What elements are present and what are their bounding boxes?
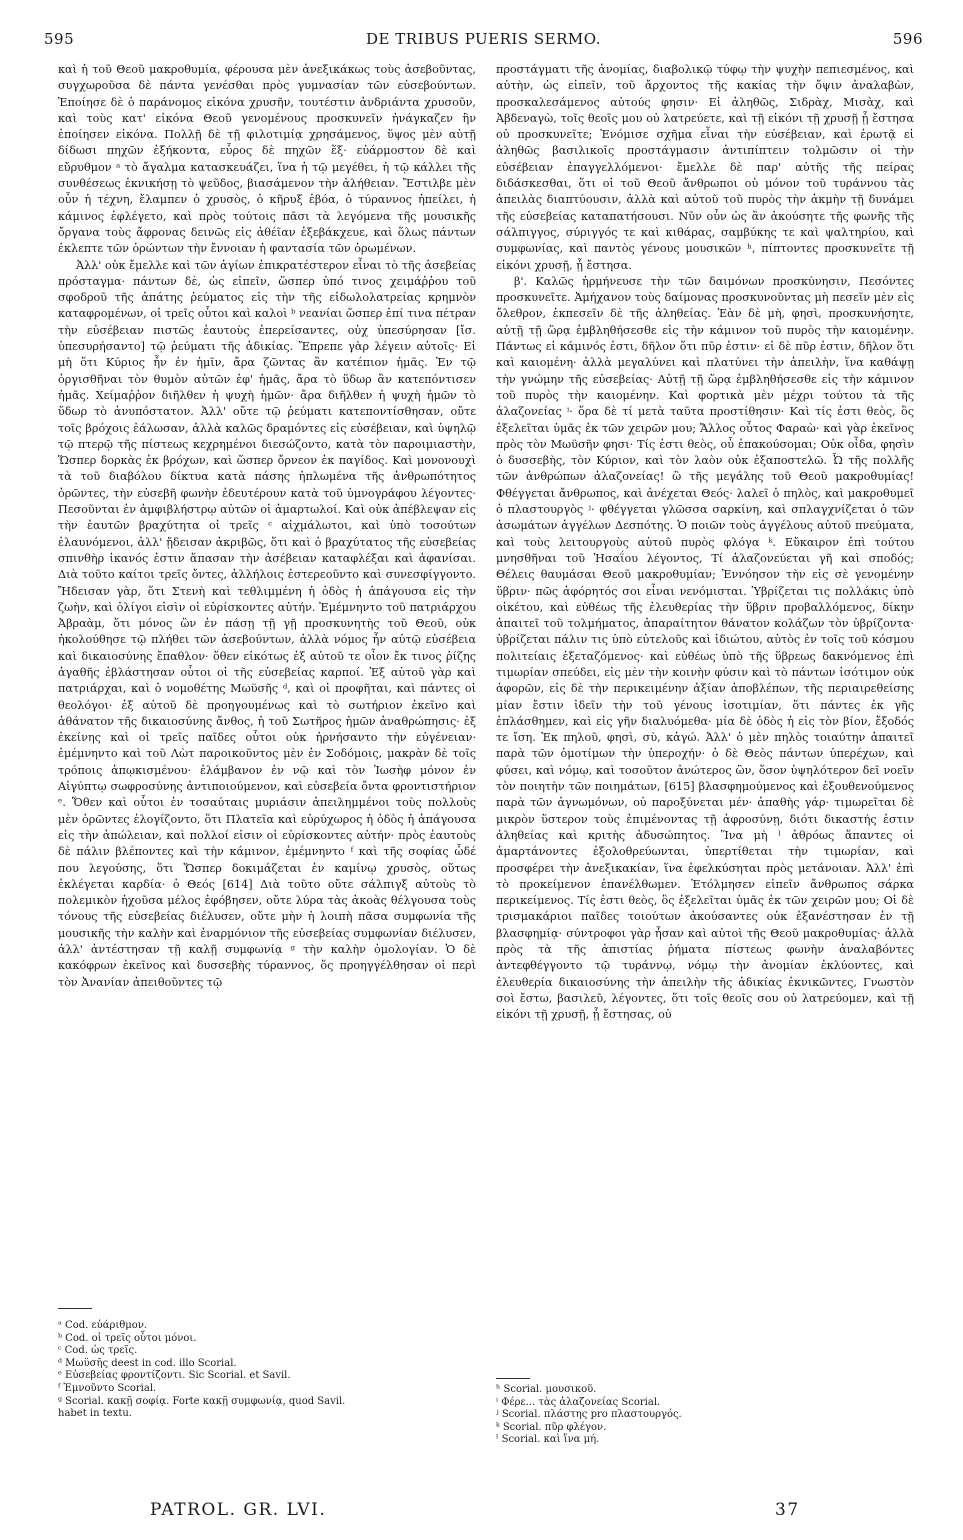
footnote: ˡ Scorial. καὶ ἵνα μή. xyxy=(496,1434,600,1446)
footnote: ᶜ Cod. ὡς τρεῖς. xyxy=(58,1345,138,1357)
right-paragraph: προστάγματι τῆς ἀνομίας, διαβολικῷ τύφῳ τὴν ψυχὴν πεπιεσμένος, καὶ αὐτὴν, ὡς εἰπεῖν, τοῦ ἄρχοντος τῆς κακίας τὴν ὄψιν ἀναλαβὼν, προσκαλεσάμενος αὐτούς φησιν· Εἰ ἀληθῶς, Σιδρὰχ, Μισὰχ, καὶ Ἀβδεναγὼ, τοῖς θεοῖς μου οὐ λατρεύετε, καὶ τῇ εἰκόνι τῇ χρυσῇ ᾗ ἔστησα οὐ προσκυνεῖτε; Ἐνόμισε σχῆμα εἶναι τὴν εὐσέβειαν, καὶ ἐρωτᾷ εἰ ἀληθῶς βασιλικοῖς προστάγμασιν ἀντιπίπτειν τολμῶσιν οἱ τὴν εὐσέβειαν ἐπαγγελλόμενοι· ἔμελλε δὲ παρ' αὐτῆς τῆς πείρας διδάσκεσθαι, ὅτι οἱ τοῦ Θεοῦ ἄνθρωποι οὐ μόνον τοῦ τυράννου τὰς ἀπειλὰς διαπτύουσιν, ἀλλὰ καὶ αὐτοῦ τοῦ πυρὸς τὴν ἀκμὴν τῇ δυνάμει τῆς εὐσεβείας καταπατήσουσι. Νῦν οὖν ὡς ἂν ἀκούσητε τῆς φωνῆς τῆς σάλπιγγος, σύριγγός τε καὶ κιθάρας, σαμβύκης τε καὶ ψαλτηρίου, καὶ συμφωνίας, καὶ παντὸς γένους μουσικῶν ʰ, πίπτοντες προσκυνεῖτε τῇ εἰκόνι χρυσῇ, ᾗ ἔστησα. xyxy=(496,63,914,272)
page-header xyxy=(44,30,923,56)
running-title: DE TRIBUS PUERIS SERMO. xyxy=(366,30,601,48)
footnote: ᵍ Scorial. κακῇ σοφίᾳ. Forte κακῇ συμφωνίᾳ, quod Savil. xyxy=(58,1395,346,1407)
footnote: ᵇ Cod. οἱ τρεῖς οὗτοι μόνοι. xyxy=(58,1332,197,1344)
footnote-divider-right xyxy=(496,1378,530,1379)
volume-signature: PATROL. GR. LVI. xyxy=(150,1500,327,1520)
footnote: ᶠ Ἐμνοῦντο Scorial. xyxy=(58,1382,157,1394)
footnote: ʲ Scorial. πλάστης pro πλαστουργός. xyxy=(496,1409,682,1421)
sheet-number: 37 xyxy=(775,1500,800,1520)
footnote: ᵃ Cod. εὐάριθμον. xyxy=(58,1320,148,1331)
footnote: habet in textu. xyxy=(58,1408,132,1420)
footnotes-right xyxy=(496,1384,896,1447)
page-number-right: 596 xyxy=(892,30,923,48)
left-paragraph: Ἀλλ' οὐκ ἔμελλε καὶ τῶν ἁγίων ἐπικρατέστερον εἶναι τὸ τῆς ἀσεβείας πρόσταγμα· πάντων δὲ, ὡς εἰπεῖν, ὥσπερ ὑπό τινος χειμάῤῥου τοῦ σφοδροῦ τῆς ἀπάτης ῥεύματος εἰς τὴν τῆς εἰδωλολατρείας κρημνὸν καταφρομένων, οἱ τρεῖς οὗτοι καὶ καλοὶ ᵇ νεανίαι ὥσπερ ἐπί τινα πέτραν τὴν εὐσέβειαν πιστῶς ἑαυτοὺς ἐπερείσαντες, οὐχ ὑπεσύρησαν [ἴσ. ὑπεσυρήσαντο] τῷ ῥεύματι τῆς ἀδικίας. Ἔπρεπε γὰρ λέγειν αὐτοῖς· Εἰ μὴ ὅτι Κύριος ἦν ἐν ἡμῖν, ἄρα ζῶντας ἂν κατέπιον ἡμᾶς. Ἐν τῷ ὀργισθῆναι τὸν θυμὸν αὐτῶν ἐφ' ἡμᾶς, ἄρα τὸ ὕδωρ ἂν κατεπόντισεν ἡμᾶς. Χείμαῤῥον διῆλθεν ἡ ψυχὴ ἡμῶν· ἄρα διῆλθεν ἡ ψυχὴ ἡμῶν τὸ ὕδωρ τὸ ἀνυπόστατον. Ἀλλ' οὔτε τῷ ῥεύματι κατεποντίσθησαν, οὔτε τοῖς βρόχοις ἑάλωσαν, ἀλλὰ καλῶς δραμόντες εἰς εὐσέβειαν, καὶ ὑψηλῷ τῷ πτερῷ τῆς πίστεως κεχρημένοι διεσώζοντο, κατὰ τὸν παροιμιαστὴν, Ὥσπερ δορκὰς ἐκ βρόχων, καὶ ὥσπερ ὄρνεον ἐκ παγίδος. Καὶ μονονουχὶ τὰ τοῦ διαβόλου δίκτυα κατὰ πάσης ἡπλωμένα τῆς ἀνθρωπότητος ὁρῶντες, τὴν εὐσεβῆ φωνὴν ἐδευτέρουν κατὰ τοῦ ὑμνογράφου λέγοντες· Πεσοῦνται ἐν ἀμφιβλήστρῳ αὐτῶν οἱ ἁμαρτωλοί. Καὶ οὐκ ἀπέβλεψαν εἰς τὴν ἑαυτῶν βραχύτητα οἱ τρεῖς ᶜ αἰχμάλωτοι, καὶ ὑπὸ τοσούτων ἐλαυνόμενοι, ἀλλ' ᾔδεισαν ἀκριβῶς, ὅτι καὶ ὁ βραχύτατος τῆς εὐσεβείας σπινθὴρ ἱκανός ἐστιν ἅπασαν τὴν ἀσέβειαν καταφλέξαι καὶ ἀφανίσαι. Διὰ τοῦτο καίτοι τρεῖς ὄντες, ἀλλήλοις ἐστερεοῦντο καὶ συνεσφίγγοντο. Ἤδεισαν γὰρ, ὅτι Στενὴ καὶ τεθλιμμένη ἡ ὁδὸς ἡ ἀπάγουσα εἰς τὴν ζωὴν, καὶ ὀλίγοι εἰσὶν οἱ εὑρίσκοντες αὐτήν. Ἐμέμνηντο τοῦ πατριάρχου Ἀβραὰμ, ὅτι μόνος ὢν ἐν πάσῃ τῇ γῇ προσκυνητὴς τοῦ Θεοῦ, οὐκ ἠκολούθησε τῷ πλήθει τῶν ἀσεβούντων, ἀλλὰ νόμος ἦν αὐτῷ εὐσέβεια καὶ δικαιοσύνης ἔπαθλον· ὅθεν εἰκότως ἐξ αὐτοῦ τε οἷον ἔκ τινος ῥίζης ἀγαθῆς ἐβλάστησαν οὗτοι οἱ τῆς εὐσεβείας καρποί. Ἐξ αὐτοῦ γὰρ καὶ πατριάρχαι, καὶ ὁ νομοθέτης Μωϋσῆς ᵈ, καὶ οἱ προφῆται, καὶ πάντες οἱ θεολόγοι· ἐξ αὐτοῦ δὲ προηγουμένως καὶ τὸ σωτήριον ἐκεῖνο καὶ ἀθάνατον τῆς δικαιοσύνης ἄνθος, ἡ τοῦ Σωτῆρος ἡμῶν ἀναθρώπησις· ἐξ ἐκείνης καὶ οἱ τρεῖς παῖδες οὗτοι οὐκ ἠρνήσαντο τὴν εὐγένειαν· ἐμέμνηντο καὶ τοῦ Λὼτ παροικοῦντος μὲν ἐν Σοδόμοις, μακρὰν δὲ τοῖς τρόποις ἀπῳκισμένου· ἐλάμβανον ἐν νῷ καὶ τὸν Ἰωσὴφ μόνον ἐν Αἰγύπτῳ σωφροσύνης ἀντιποιούμενον, καὶ εὐσεβεία ὄντα φροντιστήριον ᵉ. Ὅθεν καὶ οὗτοι ἐν τοσαύταις μυριάσιν ἀπειλημμένοι τοὺς πολλοὺς μὲν ὁρῶντες ἐλογίζοντο, ὅτι Πλατεῖα καὶ εὐρύχωρος ἡ ὁδὸς ἡ ἀπάγουσα εἰς τὴν ἀπώλειαν, καὶ πολλοί εἰσιν οἱ εὑρίσκοντες αὐτήν· πρὸς ἑαυτοὺς δὲ πάλιν βλέποντες καὶ τὴν κάμινον, ἐμέμνηντο ᶠ καὶ τῆς σοφίας ὧδέ που λεγούσης, ὅτι Ὥσπερ δοκιμάζεται ἐν καμίνῳ χρυσὸς, οὕτως ἐκλέγεται καρδία· ὁ Θεός [614] Διὰ τοῦτο οὔτε σάλπιγξ αὐτοὺς τὸ πολεμικὸν ἠχοῦσα μέλος ἐφόβησεν, οὔτε λύρα τὰς ἀκοὰς θέλγουσα τοὺς τόνους τῆς εὐσεβείας διέλυσεν, οὔτε μὴν ἡ λοιπὴ πᾶσα συμφωνία τῆς μουσικῆς τὴν καλὴν καὶ ἐναρμόνιον τῆς εὐσεβείας συμφωνίαν διέλυσεν, ἀλλ' ἀντέστησαν τῇ καλῇ συμφωνίᾳ ᵍ τὴν καλὴν ὁμολογίαν. Ὁ δὲ κακόφρων ἐκεῖνος καὶ δυσσεβὴς τύραννος, ὅς προηγγέλθησαν οἱ περὶ τὸν Ἀνανίαν ἀπειθοῦντες τῷ xyxy=(58,258,476,989)
footnotes-left xyxy=(58,1320,438,1421)
footnote: ᵈ Μωϋσῆς deest in cod. illo Scorial. xyxy=(58,1357,237,1369)
page-number-left: 595 xyxy=(44,30,75,48)
footnote: ⁱ Φέρε... τὰς ἀλαζονείας Scorial. xyxy=(496,1396,661,1408)
left-paragraph: καὶ ἡ τοῦ Θεοῦ μακροθυμία, φέρουσα μὲν ἀνεξικάκως τοὺς ἀσεβοῦντας, συγχωροῦσα δὲ πάντα γενέσθαι πρὸς γυμνασίαν τῶν εὐσεβούντων. Ἐποίησε δὲ ὁ παράνομος εἰκόνα χρυσῆν, τουτέστιν ἀνδριάντα χρυσοῦν, καὶ τοὺς κατ' εἰκόνα Θεοῦ γενομένους προσκυνεῖν ἠνάγκαζεν ἣν ἐποίησεν εἰκόνα. Πολλῇ δὲ τῇ φιλοτιμίᾳ χρησάμενος, ὕψος μὲν αὐτῇ δίδωσι πηχῶν ἑξήκοντα, εὖρος δὲ πηχῶν ἕξ· εὐάρμοστον δὲ καὶ εὔρυθμον ᵃ τὸ ἄγαλμα κατασκευάζει, ἵνα ἡ τῷ μεγέθει, ἡ τῷ κάλλει τῆς συνθέσεως ἐκνικήσῃ τὸ ψεῦδος, βιασάμενον τὴν ἀλήθειαν. Ἔστιλβε μὲν οὖν ἡ τέχνη, ἔλαμπεν ὁ χρυσὸς, ὁ κῆρυξ ἐβόα, ὁ τύραννος ἠπείλει, ἡ κάμινος ἐφλέγετο, καὶ πρὸς τούτοις πᾶσι τὰ λεγόμενα τῆς μουσικῆς ὄργανα τοὺς ἄφρονας δεινῶς εἰς ἀθέῖαν ἐξεβάκχευε, καὶ ὅλως πάντων ἐκλεπτε τῶν ὁρώντων τὴν ἔννοιαν ἡ φαντασία τῶν ὁρωμένων. xyxy=(58,63,476,256)
right-paragraph: β'. Καλῶς ἡρμήνευσε τὴν τῶν δαιμόνων προσκύνησιν, Πεσόντες προσκυνεῖτε. Ἀμήχανον τοὺς δαίμονας προσκυνοῦντας μὴ πεσεῖν μὲν εἰς ὄλεθρον, ἐκπεσεῖν δὲ τῆς ἀληθείας. Ἐὰν δὲ μὴ, φησὶ, προσκυνήσητε, αὐτῇ τῇ ὥρᾳ ἐμβληθήσεσθε εἰς τὴν κάμινον τοῦ πυρὸς τὴν καιομένην. Πάντως εἰ κάμινός ἐστι, δῆλον ὅτι πῦρ ἐστιν· εἰ δὲ πῦρ ἐστιν, δῆλον ὅτι καὶ καιομένη· ἀλλὰ μεγαλύνει καὶ πλατύνει τὴν ἀπειλὴν, ἵνα καθάψῃ τὴν γνώμην τῆς εὐσεβείας· Αὐτῇ τῇ ὥρᾳ ἐμβληθήσεσθε εἰς τὴν κάμινον τοῦ πυρὸς τὴν καιομένην. Καὶ φορτικὰ μὲν μέχρι τούτου τὰ τῆς ἀλαζονείας ⁱ· ὅρα δὲ τί μετὰ ταῦτα προστίθησιν· Καὶ τίς ἐστι θεὸς, ὃς ἐξελεῖται ὑμᾶς ἐκ τῶν χειρῶν μου; Ἄλλος οὗτος Φαραὼ· καὶ γὰρ ἐκεῖνος πρὸς τὸν Μωϋσῆν φησι· Τίς ἐστι θεὸς, οὗ ἐπακούσομαι; Οὐκ οἶδα, φησὶν ὁ δυσσεβὴς, τὸν Κύριον, καὶ τὸν λαὸν οὐκ ἐξαποστελῶ. Ὦ τῆς πολλῆς τῶν ἀνθρώπων ἀλαζονείας! ὢ τῆς μεγάλης τοῦ Θεοῦ μακροθυμίας! Φθέγγεται ἄνθρωπος, καὶ ἀνέχεται Θεός· λαλεῖ ὁ πηλὸς, καὶ μακροθυμεῖ ὁ πλαστουργὸς ʲ· φθέγγεται γλῶσσα σαρκίνη, καὶ σπλαγχνίζεται ὁ τῶν ἀσωμάτων ἀγγέλων Δεσπότης. Ὁ ποιῶν τοὺς ἀγγέλους αὐτοῦ πνεύματα, καὶ τοὺς λειτουργοὺς αὐτοῦ πυρὸς φλόγα ᵏ. Εὔκαιρον ἐπὶ τούτου μνησθῆναι τοῦ Ἡσαΐου λέγοντος, Τί ἀλαζονεύεται γῆ καὶ σποδός; Θέλεις θαυμάσαι Θεοῦ μακροθυμίαν; Ἐννόησον τὴν εἰς σὲ γενομένην ὕβριν· πῶς ἀφόρητός σοι εἶναι νενόμισται. Ὑβρίζεται τις πολλάκις ὑπὸ οἰκέτου, καὶ εὐθέως τῆς ἐλευθερίας τὴν ὕβριν προβαλλόμενος, δίκην ἀπαιτεῖ τοῦ τολμήματος, ἀπαραίτητον θάνατον κολάζων τὸν ὑβρίζοντα· ὑβρίζεται πάλιν τις ὑπὸ εὐτελοῦς καὶ ἰδιώτου, αὐτὸς ἐν τοῖς τοῦ κόσμου πολιτείαις ἐξεταζόμενος· καὶ εὐθέως ὑπὸ τῆς ὕβρεως δακνόμενος ἐπὶ τιμωρίαν σπεύδει, εἰς μὲν τὴν κοινὴν φύσιν καὶ τὸ πάντων ἰσότιμον οὐκ ἀφορῶν, εἰς δὲ τὴν περικειμένην ἀξίαν ἀποβλέπων, τῆς περιαιρεθείσης μίαν ἔστιν ἰδεῖν τὴν τοῦ γένους ἰσοτιμίαν, ὅτι πάντες ἐκ γῆς ἐπλάσθημεν, καὶ εἰς γῆν διαλυόμεθα· μία δὲ ὁδὸς ἡ εἰς τὸν βίον, ἔξοδός τε ἴση. Ἐκ πηλοῦ, φησὶ, σὺ, κἀγώ. Ἀλλ' ὁ μὲν πηλὸς τοιαύτην ἀπαιτεῖ παρὰ τῶν ὁμοτίμων τὴν ὑπεροχήν· ὁ δὲ Θεὸς πάντων ὑπερέχων, καὶ φύσει, καὶ νόμῳ, καὶ τοσοῦτον ἀνώτερος ὢν, ὅσον ὑψηλότερον δεῖ νοεῖν τὸν ποιητὴν τῶν ποιημάτων, [615] βλασφημούμενος καὶ ἐξουθενούμενος παρὰ τῶν ἀγνωμόνων, οὐ παροξύνεται μέν· ἀπαθὴς γάρ· τιμωρεῖται δὲ μικρὸν ὕστερον τοὺς ἐπιμένοντας τῇ ἀφροσύνῃ, διότι δικαστής ἐστιν ἀληθείας καὶ κριτὴς ἀδυσώπητος. Ἵνα μὴ ˡ ἀθρόως ἅπαντες οἱ ἁμαρτάνοντες ἐξολοθρεύωνται, ὑπερτίθεται τὴν τιμωρίαν, καὶ προσφέρει τὴν ἀνεξικακίαν, ἵνα ἐφελκύσηται πρὸς μετάνοιαν. Ἀλλ' ἐπὶ τὸ προκείμενον ἐπανέλθωμεν. Ἐτόλμησεν εἰπεῖν ἄνθρωπος σάρκα περικείμενος. Τίς ἐστι θεὸς, ὃς ἐξελεῖται ὑμᾶς ἐκ τῶν χειρῶν μου; Οἱ δὲ τρισμακάριοι παῖδες τοιούτων ἀκούσαντες οὐκ ἐξανέστησαν ἐν τῇ βλασφημίᾳ· σύντροφοι γὰρ ἦσαν καὶ αὐτοὶ τῆς Θεοῦ μακροθυμίας· ἀλλὰ πρὸς τὰ τῆς ἀπιστίας ῥήματα πίστεως φωνὴν ἀναλαβόντες ἀντεφθέγγοντο τῷ τυράννῳ, νόμῳ τὴν ἀνομίαν ἐκλύοντες, καὶ ἐλευθερία δικαιοσύνης τὴν ἀπειλὴν τῆς ἀδικίας ἐκνικῶντες, Γνωστὸν σοὶ ἔστω, βασιλεῦ, λέγοντες, ὅτι τοῖς θεοῖς σου οὐ λατρεύομεν, καὶ τῇ εἰκόνι τῇ χρυσῇ, ᾗ ἔστησας, οὐ xyxy=(496,274,914,1022)
footnote-divider-left xyxy=(58,1308,92,1309)
left-column xyxy=(58,62,476,1304)
footnote: ᵉ Εὐσεβείας φροντίζοντι. Sic Scorial. et Savil. xyxy=(58,1370,291,1382)
footnote: ᵏ Scorial. πῦρ φλέγον. xyxy=(496,1421,607,1433)
footnote: ʰ Scorial. μουσικοῦ. xyxy=(496,1384,597,1395)
right-column xyxy=(496,62,914,1372)
